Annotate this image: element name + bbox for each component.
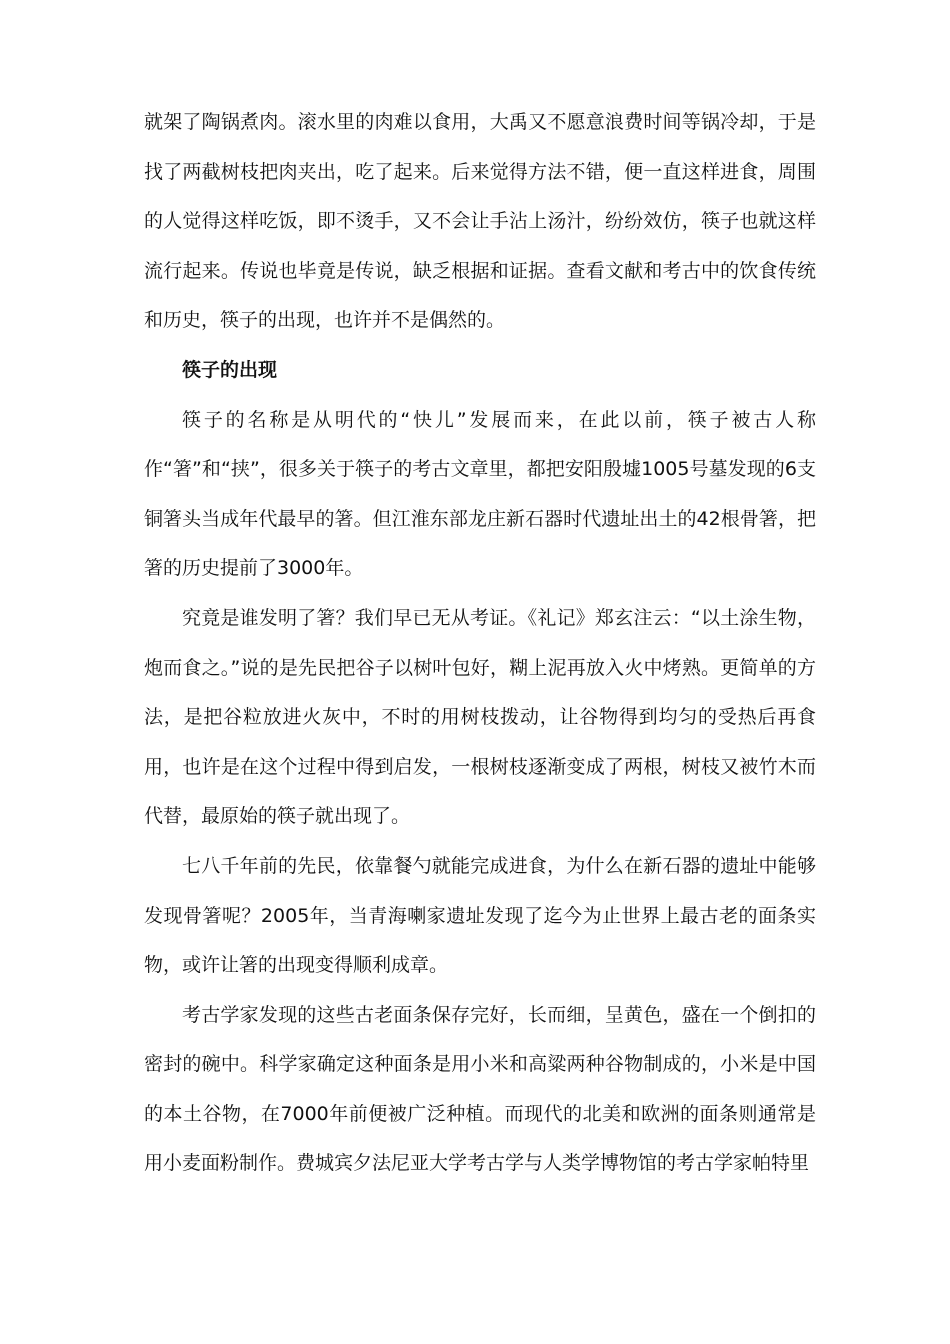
paragraph-inventor: 究竟是谁发明了箸？我们早已无从考证。《礼记》郑玄注云：“以土涂生物，炮而食之。”说的是先民把谷子以树叶包好，糊上泥再放入火中烤熟。更简单的方法，是把谷粒放进火灰中，不时的用树枝拨动，让谷物得到均匀的受热后再食用，也许是在这个过程中得到启发，一根树枝逐渐变成了两根，树枝又被竹木而代替，最原始的筷子就出现了。 — [144, 606, 816, 828]
paragraph-intro: 就架了陶锅煮肉。滚水里的肉难以食用，大禹又不愿意浪费时间等锅冷却，于是找了两截树枝把肉夹出，吃了起来。后来觉得方法不错，便一直这样进食，周围的人觉得这样吃饭，即不烫手，又不会让手沾上汤汁，纷纷效仿，筷子也就这样流行起来。传说也毕竟是传说，缺乏根据和证据。查看文献和考古中的饮食传统和历史，筷子的出现，也许并不是偶然的。 — [144, 111, 816, 332]
document-page — [144, 98, 816, 1189]
section-heading: 筷子的出现 — [182, 358, 278, 381]
paragraph-bone-chopsticks: 七八千年前的先民，依靠餐勺就能完成进食，为什么在新石器的遗址中能够发现骨箸呢？2005年，当青海喇家遗址发现了迄今为止世界上最古老的面条实物，或许让箸的出现变得顺利成章。 — [144, 854, 816, 977]
paragraph-ancient-noodles: 考古学家发现的这些古老面条保存完好，长而细，呈黄色，盛在一个倒扣的密封的碗中。科学家确定这种面条是用小米和高粱两种谷物制成的，小米是中国的本土谷物，在7000年前便被广泛种植。而现代的北美和欧洲的面条则通常是用小麦面粉制作。费城宾夕法尼亚大学考古学与人类学博物馆的考古学家帕特里 — [144, 1003, 816, 1175]
paragraph-chopsticks-name: 筷子的名称是从明代的“快儿”发展而来，在此以前，筷子被古人称作“箸”和“挟”，很多关于筷子的考古文章里，都把安阳殷墟1005号墓发现的6支铜箸头当成年代最早的箸。但江淮东部龙庄新石器时代遗址出土的42根骨箸，把箸的历史提前了3000年。 — [144, 408, 816, 580]
